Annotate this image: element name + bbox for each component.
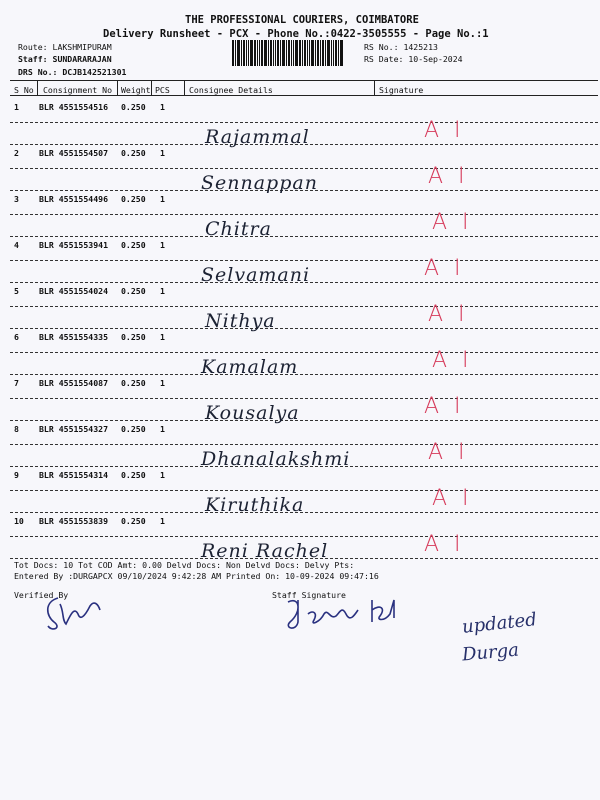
col-header-weight: Weight [121,85,151,95]
row-weight: 0.250 [121,194,146,204]
row-pcs: 1 [160,148,165,158]
col-header-pcs: PCS [155,85,170,95]
row-pcs: 1 [160,470,165,480]
row-signature: A I [432,348,473,373]
row-weight: 0.250 [121,424,146,434]
row-weight: 0.250 [121,240,146,250]
staff-signature-label: Staff Signature [272,590,346,600]
row-sno: 2 [14,148,19,158]
row-consignment-no: BLR 4551554024 [39,286,109,296]
row-weight: 0.250 [121,102,146,112]
row-sno: 4 [14,240,19,250]
row-signature: A I [424,394,465,419]
row-signature: A I [424,256,465,281]
row-divider [10,306,598,307]
row-pcs: 1 [160,240,165,250]
row-consignment-no: BLR 4551554496 [39,194,109,204]
row-divider [10,444,598,445]
row-consignment-no: BLR 4551554335 [39,332,109,342]
row-consignee-name: Sennappan [201,172,318,194]
row-sno: 6 [14,332,19,342]
row-divider [10,168,598,169]
row-signature: A I [428,302,469,327]
row-sno: 9 [14,470,19,480]
row-pcs: 1 [160,516,165,526]
row-sno: 1 [14,102,19,112]
verified-by-label: Verified By [14,590,69,600]
row-pcs: 1 [160,378,165,388]
row-weight: 0.250 [121,378,146,388]
staff-line: Staff: SUNDARARAJAN [18,54,112,64]
row-pcs: 1 [160,102,165,112]
row-weight: 0.250 [121,286,146,296]
totals-line: Tot Docs: 10 Tot COD Amt: 0.00 Delvd Docs: Non Delvd Docs: Delvy Pts: [14,560,355,570]
row-pcs: 1 [160,194,165,204]
row-consignee-name: Rajammal [205,126,310,148]
row-divider [10,490,598,491]
row-sno: 7 [14,378,19,388]
rs-date-line: RS Date: 10-Sep-2024 [364,54,463,64]
row-consignment-no: BLR 4551554507 [39,148,109,158]
document-title: THE PROFESSIONAL COURIERS, COIMBATORE [185,14,419,26]
col-divider [374,81,375,95]
header-top-rule [10,80,598,81]
row-weight: 0.250 [121,516,146,526]
handwritten-note-line2: Durga [461,639,520,666]
route-line: Route: LAKSHMIPURAM [18,42,112,52]
row-consignee-name: Kousalya [205,402,300,424]
col-divider [184,81,185,95]
row-consignee-name: Chitra [205,218,272,240]
barcode [232,40,357,68]
row-consignee-name: Nithya [205,310,276,332]
row-consignee-name: Dhanalakshmi [201,448,351,470]
row-consignment-no: BLR 4551554087 [39,378,109,388]
row-divider [10,214,598,215]
col-header-consignee: Consignee Details [189,85,273,95]
row-pcs: 1 [160,286,165,296]
row-divider [10,352,598,353]
verified-signature [40,590,110,635]
row-sno: 3 [14,194,19,204]
drs-line: DRS No.: DCJB142521301 [18,67,127,77]
row-consignment-no: BLR 4551554327 [39,424,109,434]
row-consignee-name: Kamalam [201,356,299,378]
row-sno: 8 [14,424,19,434]
rs-no-value: 1425213 [403,42,438,52]
drs-value: DCJB142521301 [62,67,127,77]
row-consignment-no: BLR 4551553839 [39,516,109,526]
route-value: LAKSHMIPURAM [52,42,112,52]
row-consignment-no: BLR 4551553941 [39,240,109,250]
row-consignee-name: Kiruthika [205,494,305,516]
col-header-signature: Signature [379,85,424,95]
header-bottom-rule [10,95,598,96]
row-pcs: 1 [160,332,165,342]
row-weight: 0.250 [121,470,146,480]
row-divider [10,374,598,375]
row-signature: A I [428,440,469,465]
col-divider [37,81,38,95]
row-divider [10,236,598,237]
rs-no-line: RS No.: 1425213 [364,42,438,52]
row-divider [10,536,598,537]
row-consignee-name: Reni Rachel [201,540,329,562]
row-divider [10,420,598,421]
row-signature: A I [428,164,469,189]
row-signature: A I [424,118,465,143]
row-weight: 0.250 [121,148,146,158]
document-subtitle: Delivery Runsheet - PCX - Phone No.:0422-3505555 - Page No.:1 [103,28,489,40]
col-header-sno: S No [14,85,34,95]
handwritten-note-line1: updated [461,609,538,638]
row-divider [10,398,598,399]
row-consignment-no: BLR 4551554516 [39,102,109,112]
entered-line: Entered By :DURGAPCX 09/10/2024 9:42:28 AM Printed On: 10-09-2024 09:47:16 [14,571,379,581]
row-signature: A I [424,532,465,557]
row-signature: A I [432,486,473,511]
row-consignee-name: Selvamani [201,264,311,286]
col-divider [117,81,118,95]
col-header-consignment: Consignment No [43,85,113,95]
row-pcs: 1 [160,424,165,434]
row-sno: 10 [14,516,24,526]
col-divider [151,81,152,95]
row-consignment-no: BLR 4551554314 [39,470,109,480]
row-divider [10,328,598,329]
row-weight: 0.250 [121,332,146,342]
rs-date-value: 10-Sep-2024 [408,54,463,64]
row-divider [10,122,598,123]
row-divider [10,260,598,261]
staff-signature [280,592,410,637]
row-signature: A I [432,210,473,235]
staff-value: SUNDARARAJAN [52,54,112,64]
row-sno: 5 [14,286,19,296]
